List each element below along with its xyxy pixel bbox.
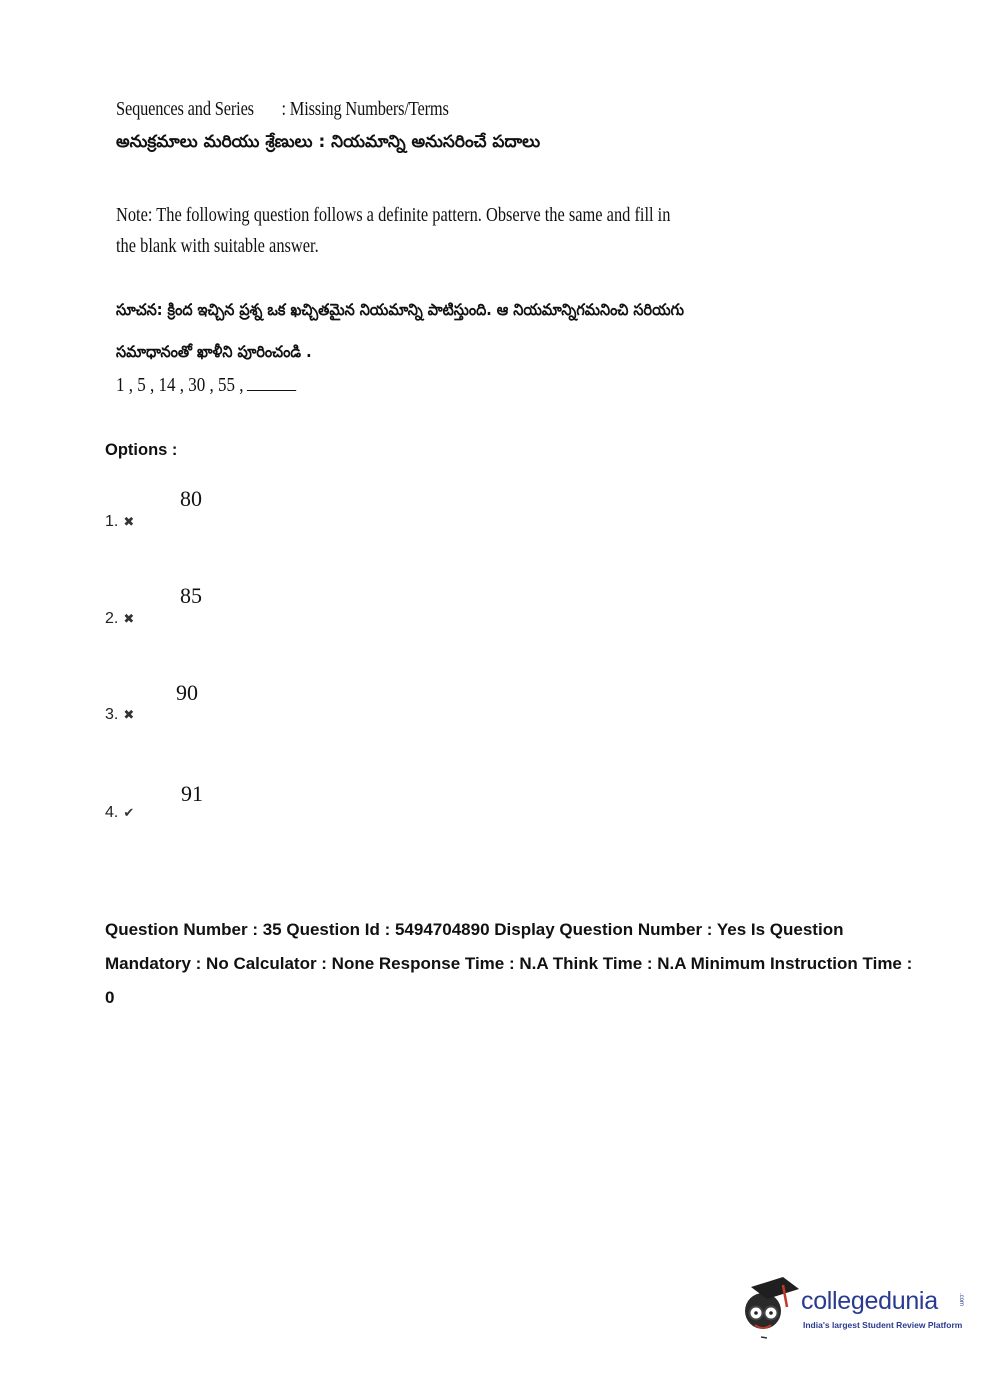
logo-tagline: India's largest Student Review Platform — [803, 1320, 963, 1330]
options-label: Options : — [105, 441, 178, 459]
sequence-text: 1 , 5 , 14 , 30 , 55 , — [116, 374, 244, 396]
option-value: 80 — [180, 486, 202, 511]
answer-blank — [247, 372, 296, 391]
option-number: 4. — [105, 804, 119, 821]
option-4[interactable] — [105, 802, 134, 822]
cross-icon: ✖ — [123, 708, 135, 723]
option-3[interactable] — [105, 704, 134, 724]
option-value: 90 — [176, 680, 198, 705]
check-icon: ✔ — [123, 806, 135, 821]
question-metadata: Question Number : 35 Question Id : 5494704890 Display Question Number : Yes Is Question Mandatory : No Calculator : None Response Time : N.A Think Time : N.A Minimum Instruction Time : 0 — [105, 920, 913, 1007]
option-value: 91 — [181, 781, 203, 806]
option-2[interactable] — [105, 608, 134, 628]
option-value: 85 — [180, 583, 202, 608]
section-heading-english: Sequences and Series : Missing Numbers/Terms — [116, 98, 449, 120]
section-heading-telugu: అనుక్రమాలు మరియు శ్రేణులు : నియమాన్ని అనుసరించే పదాలు — [116, 132, 541, 152]
option-1[interactable] — [105, 511, 134, 531]
note-telugu: సూచన: క్రింద ఇచ్చిన ప్రశ్న ఒక ఖచ్చితమైన నియమాన్ని పాటిస్తుంది. ఆ నియమాన్నిగమనించి సరియగు సమాధానంతో ఖాళీని పూరించండి . — [116, 300, 684, 361]
cross-icon: ✖ — [123, 612, 135, 627]
logo-wordmark: collegedunia — [801, 1287, 938, 1315]
note-english: Note: The following question follows a definite pattern. Observe the same and fill in the blank with suitable answer. — [116, 204, 671, 257]
option-number: 2. — [105, 610, 119, 627]
collegedunia-logo[interactable] — [741, 1273, 971, 1343]
question-sequence — [116, 372, 296, 397]
graduate-mascot-icon — [741, 1273, 801, 1343]
logo-domain-suffix: .com — [958, 1293, 964, 1307]
option-number: 3. — [105, 706, 119, 723]
option-number: 1. — [105, 513, 119, 530]
cross-icon: ✖ — [123, 515, 135, 530]
